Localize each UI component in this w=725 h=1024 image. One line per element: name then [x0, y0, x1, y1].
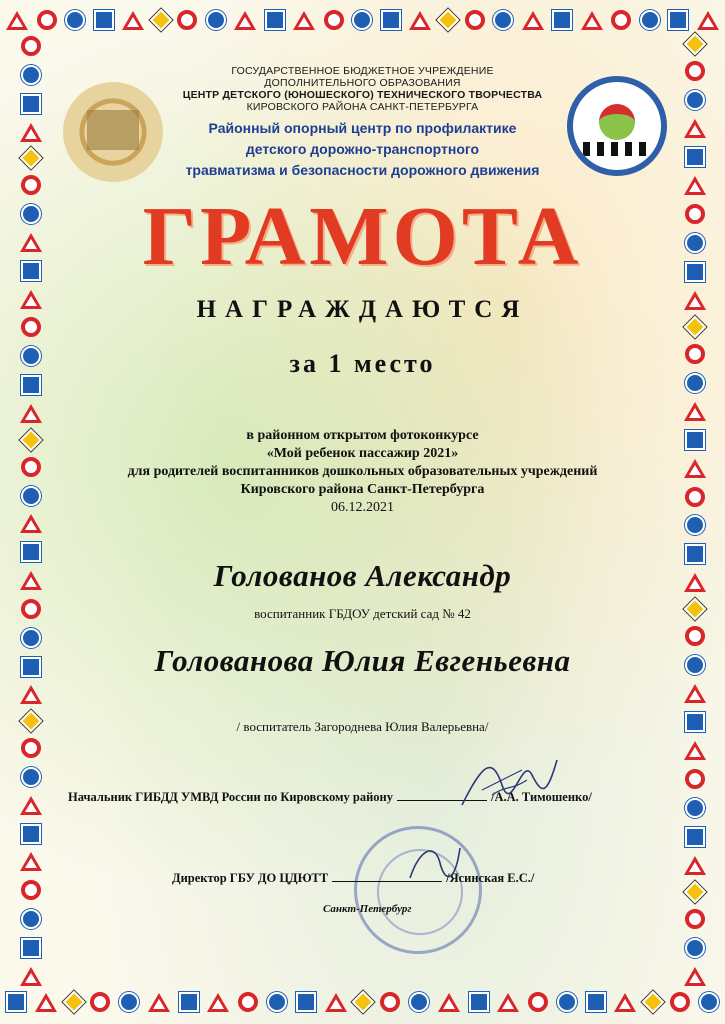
road-sign-icon [684, 684, 706, 703]
road-sign-icon [20, 514, 42, 533]
road-sign-icon [179, 992, 199, 1012]
road-sign-icon [684, 856, 706, 875]
road-sign-icon [21, 767, 41, 787]
road-sign-icon [437, 9, 460, 32]
header-line-2: ДОПОЛНИТЕЛЬНОГО ОБРАЗОВАНИЯ [264, 77, 461, 89]
road-sign-icon [206, 10, 226, 30]
road-sign-icon [149, 9, 172, 32]
road-sign-icon [699, 992, 719, 1012]
road-sign-icon [20, 852, 42, 871]
header-line-4: КИРОВСКОГО РАЙОНА САНКТ-ПЕТЕРБУРГА [246, 101, 479, 113]
contest-line-1: в районном открытом фотоконкурсе [246, 428, 479, 443]
road-sign-icon [207, 993, 229, 1012]
road-sign-icon [20, 967, 42, 986]
road-sign-icon [21, 824, 41, 844]
road-sign-icon [234, 11, 256, 30]
road-sign-icon [685, 798, 705, 818]
awarded-heading: НАГРАЖДАЮТСЯ [196, 296, 529, 323]
road-sign-icon [493, 10, 513, 30]
contest-line-4: Кировского района Санкт-Петербурга [240, 482, 485, 497]
road-sign-icon [522, 11, 544, 30]
contest-name: «Мой ребенок пассажир 2021» [266, 446, 459, 461]
contest-line-3: для родителей воспитанников дошкольных образовательных учреждений [127, 464, 598, 479]
road-sign-icon [684, 967, 706, 986]
certificate-title: ГРАМОТА [142, 190, 583, 283]
road-sign-icon [325, 993, 347, 1012]
road-sign-icon [409, 11, 431, 30]
road-sign-icon [6, 11, 28, 30]
road-sign-icon [381, 10, 401, 30]
road-sign-icon [21, 938, 41, 958]
road-sign-icon [265, 10, 285, 30]
road-sign-icon [552, 10, 572, 30]
center-title-line-2: детского дорожно-транспортного [245, 141, 480, 157]
child-info: воспитанник ГБДОУ детский сад № 42 [254, 606, 471, 621]
road-sign-icon [668, 10, 688, 30]
road-sign-icon [296, 992, 316, 1012]
road-sign-border-bottom [0, 988, 725, 1016]
road-sign-icon [20, 796, 42, 815]
road-sign-icon [670, 992, 690, 1012]
road-sign-border-top [0, 6, 725, 34]
road-sign-icon [352, 10, 372, 30]
road-sign-icon [697, 11, 719, 30]
road-sign-icon [324, 10, 344, 30]
center-title-line-3: травматизма и безопасности дорожного движения [185, 162, 540, 178]
road-sign-icon [438, 993, 460, 1012]
road-sign-icon [122, 11, 144, 30]
center-title-line-1: Районный опорный центр по профилактике [208, 120, 517, 136]
road-sign-icon [614, 993, 636, 1012]
road-sign-icon [685, 938, 705, 958]
road-sign-icon [640, 10, 660, 30]
road-sign-icon [380, 992, 400, 1012]
road-sign-icon [119, 992, 139, 1012]
header-line-1: ГОСУДАРСТВЕННОЕ БЮДЖЕТНОЕ УЧРЕЖДЕНИЕ [231, 65, 494, 77]
child-name: Голованов Александр [213, 558, 512, 593]
road-sign-icon [586, 992, 606, 1012]
road-sign-icon [21, 909, 41, 929]
gibdd-handwritten-signature [452, 745, 562, 815]
road-sign-icon [35, 993, 57, 1012]
header-line-3: ЦЕНТР ДЕТСКОГО (ЮНОШЕСКОГО) ТЕХНИЧЕСКОГО ТВОРЧЕСТВА [182, 89, 543, 101]
road-sign-icon [685, 827, 705, 847]
road-sign-icon [642, 991, 665, 1014]
road-sign-icon [685, 515, 705, 535]
road-sign-icon [611, 10, 631, 30]
teacher-line: / воспитатель Загороднева Юлия Валерьевна/ [236, 719, 489, 734]
parent-name: Голованова Юлия Евгеньевна [154, 643, 571, 678]
road-sign-icon [177, 10, 197, 30]
road-sign-icon [6, 992, 26, 1012]
road-sign-icon [684, 402, 706, 421]
road-sign-icon [20, 404, 42, 423]
road-sign-icon [148, 993, 170, 1012]
place-text: за 1 место [289, 349, 436, 378]
road-sign-icon [293, 11, 315, 30]
road-sign-icon [684, 33, 707, 56]
road-sign-icon [684, 881, 707, 904]
road-sign-icon [581, 11, 603, 30]
road-sign-icon [21, 36, 41, 56]
road-sign-icon [409, 992, 429, 1012]
road-sign-icon [238, 992, 258, 1012]
road-sign-icon [528, 992, 548, 1012]
gibdd-signer-name: /А.А. Тимошенко/ [491, 790, 592, 804]
road-sign-icon [497, 993, 519, 1012]
director-handwritten-signature [400, 838, 470, 888]
road-sign-icon [352, 991, 375, 1014]
road-sign-icon [684, 741, 706, 760]
road-sign-icon [465, 10, 485, 30]
director-signature-line [172, 871, 534, 886]
contest-date: 06.12.2021 [331, 500, 394, 515]
director-signer-title: Директор ГБУ ДО ЦДЮТТ [172, 871, 329, 885]
city-label: Санкт-Петербург [323, 903, 412, 915]
gibdd-signer-title: Начальник ГИБДД УМВД России по Кировскому району [68, 790, 394, 804]
road-sign-icon [20, 685, 42, 704]
road-sign-icon [94, 10, 114, 30]
road-sign-icon [557, 992, 577, 1012]
road-sign-icon [62, 991, 85, 1014]
road-sign-icon [685, 909, 705, 929]
road-sign-icon [685, 769, 705, 789]
road-sign-icon [65, 10, 85, 30]
road-sign-icon [21, 738, 41, 758]
road-sign-icon [21, 880, 41, 900]
road-sign-icon [37, 10, 57, 30]
road-sign-icon [90, 992, 110, 1012]
road-sign-icon [267, 992, 287, 1012]
road-sign-icon [469, 992, 489, 1012]
director-signer-name: /Ясинская Е.С./ [446, 871, 535, 885]
